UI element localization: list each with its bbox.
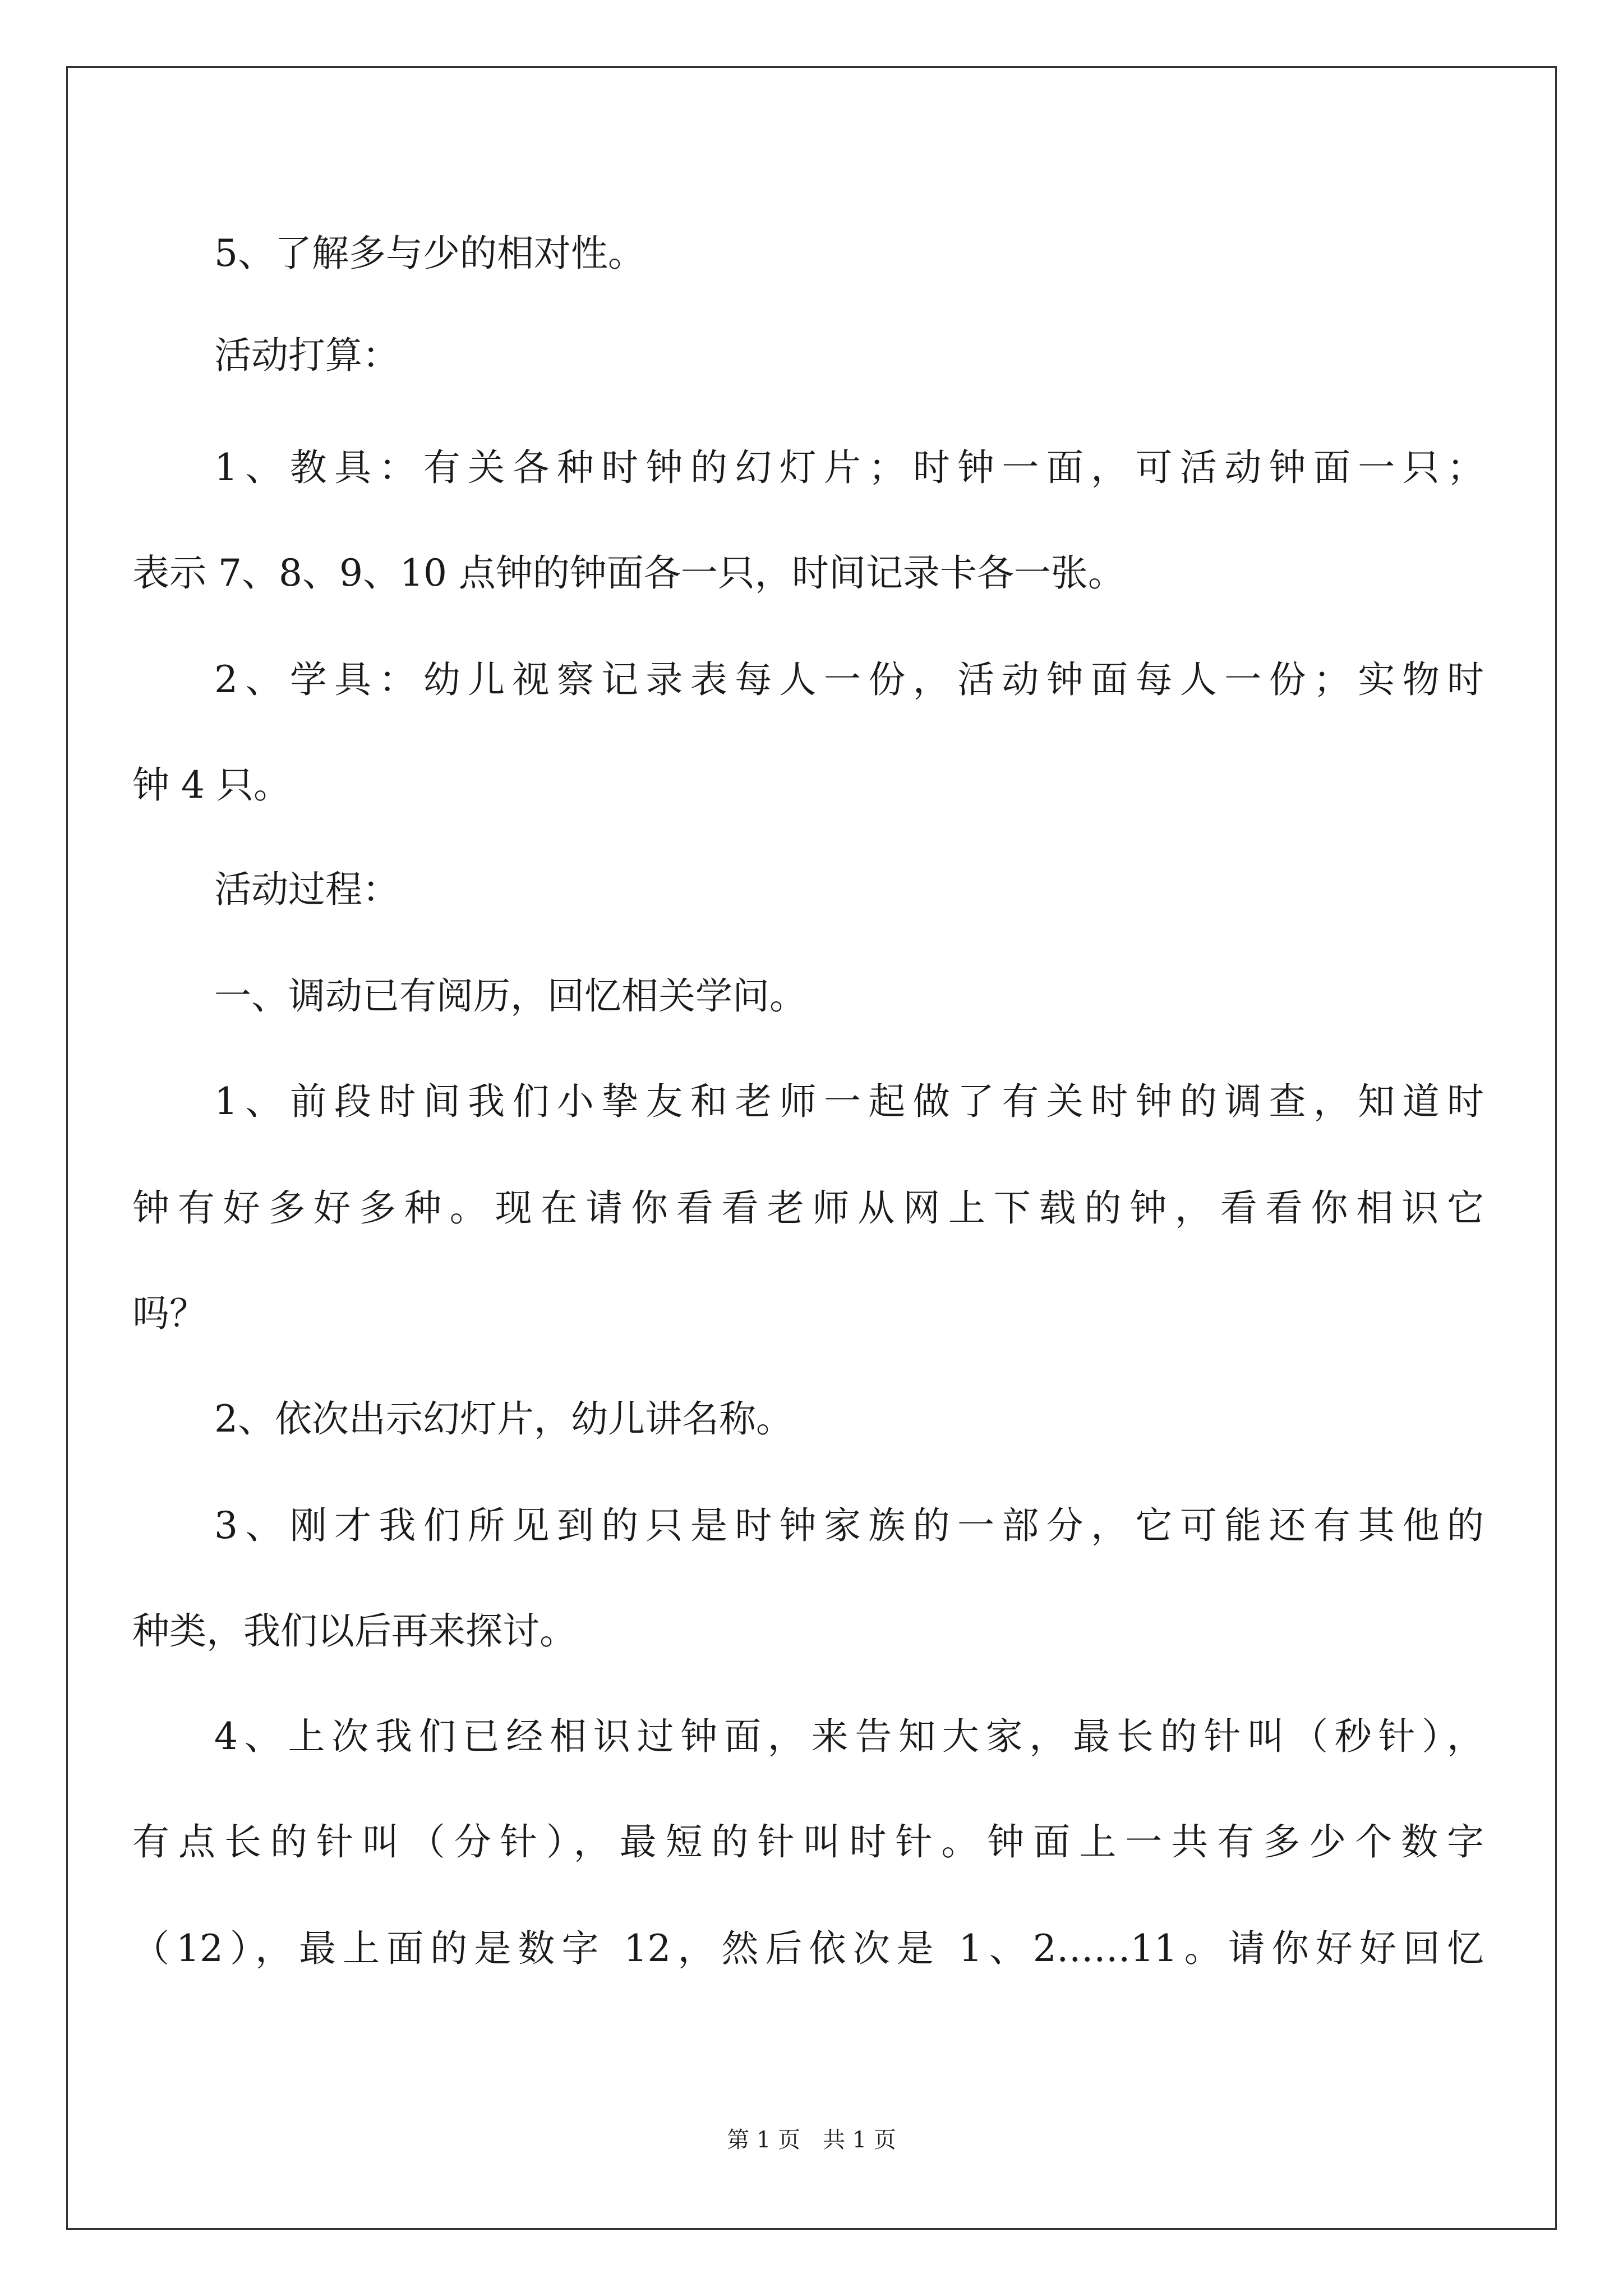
page-frame [66, 66, 1557, 2230]
paragraph-line: 3、刚才我们所见到的只是时钟家族的一部分，它可能还有其他的 [214, 1504, 1484, 1547]
page-number-footer: 第 1 页 共 1 页 [727, 2127, 896, 2153]
paragraph-line: 2、学具：幼儿视察记录表每人一份，活动钟面每人一份；实物时 [214, 658, 1484, 701]
paragraph-line: 1、前段时间我们小挚友和老师一起做了有关时钟的调查，知道时 [214, 1080, 1484, 1123]
paragraph-line: 吗？ [132, 1292, 206, 1335]
paragraph-line: 5、了解多与少的相对性。 [214, 232, 645, 275]
paragraph-line: 一、调动已有阅历，回忆相关学问。 [214, 974, 806, 1018]
paragraph-line: 活动打算： [214, 334, 399, 377]
paragraph-line: 表示 7、8、9、10 点钟的钟面各一只，时间记录卡各一张。 [132, 551, 1125, 595]
paragraph-line: 1、教具：有关各种时钟的幻灯片；时钟一面，可活动钟面一只； [214, 446, 1484, 489]
paragraph-line: （12），最上面的是数字 12，然后依次是 1、2……11。请你好好回忆 [132, 1927, 1484, 1970]
paragraph-line: 钟 4 只。 [132, 763, 291, 807]
paragraph-line: 2、依次出示幻灯片，幼儿讲名称。 [214, 1397, 793, 1441]
paragraph-line: 活动过程： [214, 868, 399, 911]
paragraph-line: 种类，我们以后再来探讨。 [132, 1609, 577, 1653]
paragraph-line: 4、上次我们已经相识过钟面，来告知大家，最长的针叫（秒针）， [214, 1715, 1484, 1758]
paragraph-line: 有点长的针叫（分针），最短的针叫时针。钟面上一共有多少个数字 [132, 1820, 1484, 1864]
paragraph-line: 钟有好多好多种。现在请你看看老师从网上下载的钟，看看你相识它 [132, 1186, 1484, 1230]
